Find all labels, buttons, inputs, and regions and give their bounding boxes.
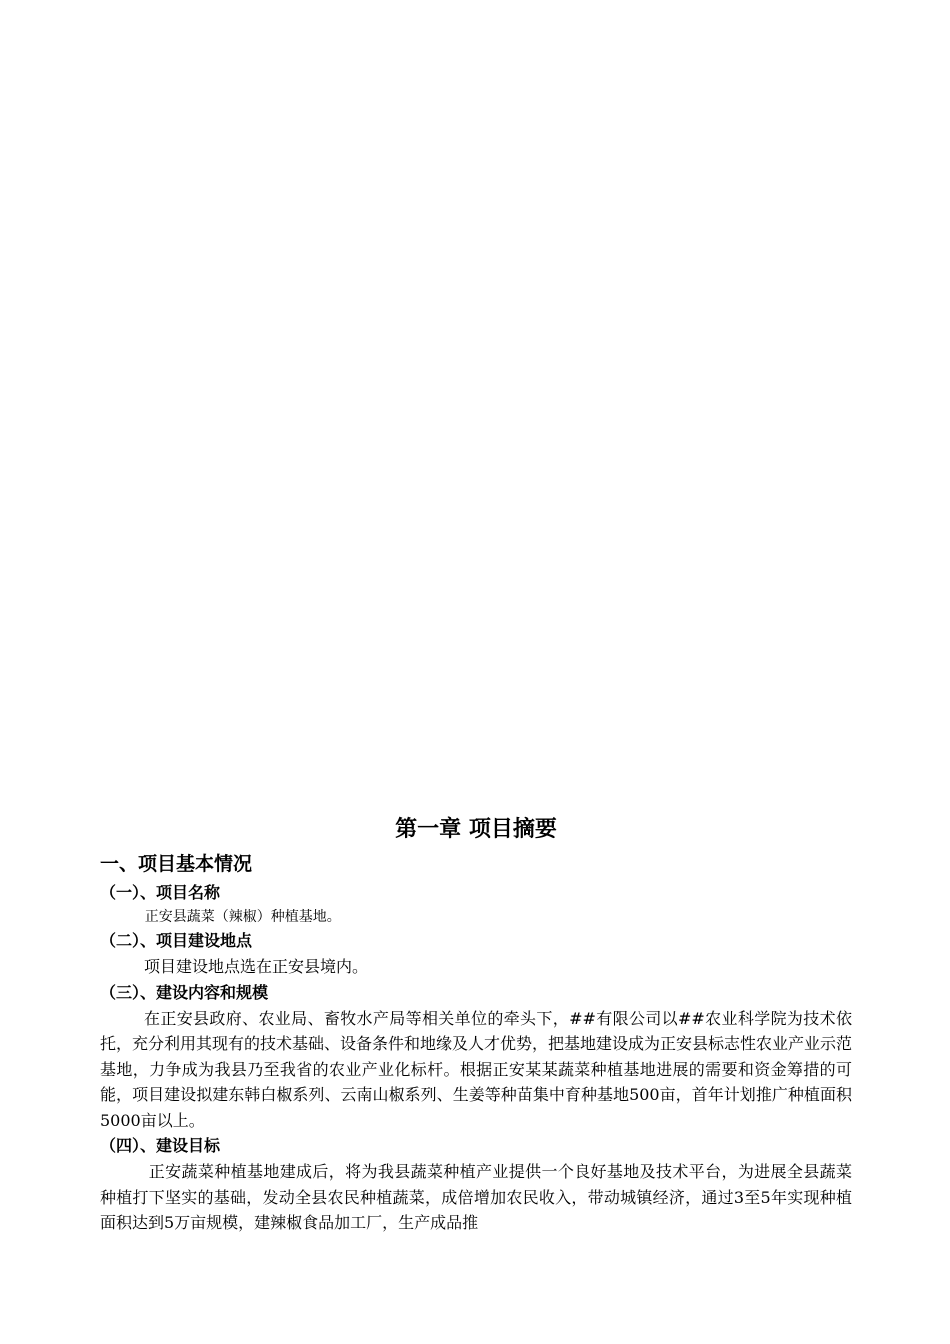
subsection-heading-project-name: （一）、项目名称 xyxy=(100,883,221,902)
subsection-heading-location: （二）、项目建设地点 xyxy=(100,931,253,950)
section-heading-basic-info: 一、项目基本情况 xyxy=(100,853,253,875)
paragraph-location: 项目建设地点选在正安县境内。 xyxy=(144,957,369,976)
paragraph-content-scale: 在正安县政府、农业局、畜牧水产局等相关单位的牵头下，##有限公司以##农业科学院为技术依托，充分利用其现有的技术基础、设备条件和地缘及人才优势，把基地建设成为正安县标志性农业产业示范基地，力争成为我县乃至我省的农业产业化标杆。根据正安某某蔬菜种植基地进展的需要和资金筹措的可能，项目建设拟建东韩白椒系列、云南山椒系列、生姜等种苗集中育种基地500亩，首年计划推广种植面积5000亩以上。 xyxy=(100,1008,853,1130)
paragraph-goals: 正安蔬菜种植基地建成后，将为我县蔬菜种植产业提供一个良好基地及技术平台，为进展全县蔬菜种植打下坚实的基础，发动全县农民种植蔬菜，成倍增加农民收入，带动城镇经济，通过3至5年实现种植面积达到5万亩规模，建辣椒食品加工厂，生产成品推 xyxy=(100,1162,852,1232)
subsection-heading-content-scale: （三）、建设内容和规模 xyxy=(100,982,269,1002)
paragraph-project-name: 正安县蔬菜（辣椒）种植基地。 xyxy=(144,909,341,925)
chapter-title: 第一章 项目摘要 xyxy=(395,817,557,842)
page-content xyxy=(100,812,852,1236)
subsection-heading-goals: （四）、建设目标 xyxy=(100,1136,221,1155)
